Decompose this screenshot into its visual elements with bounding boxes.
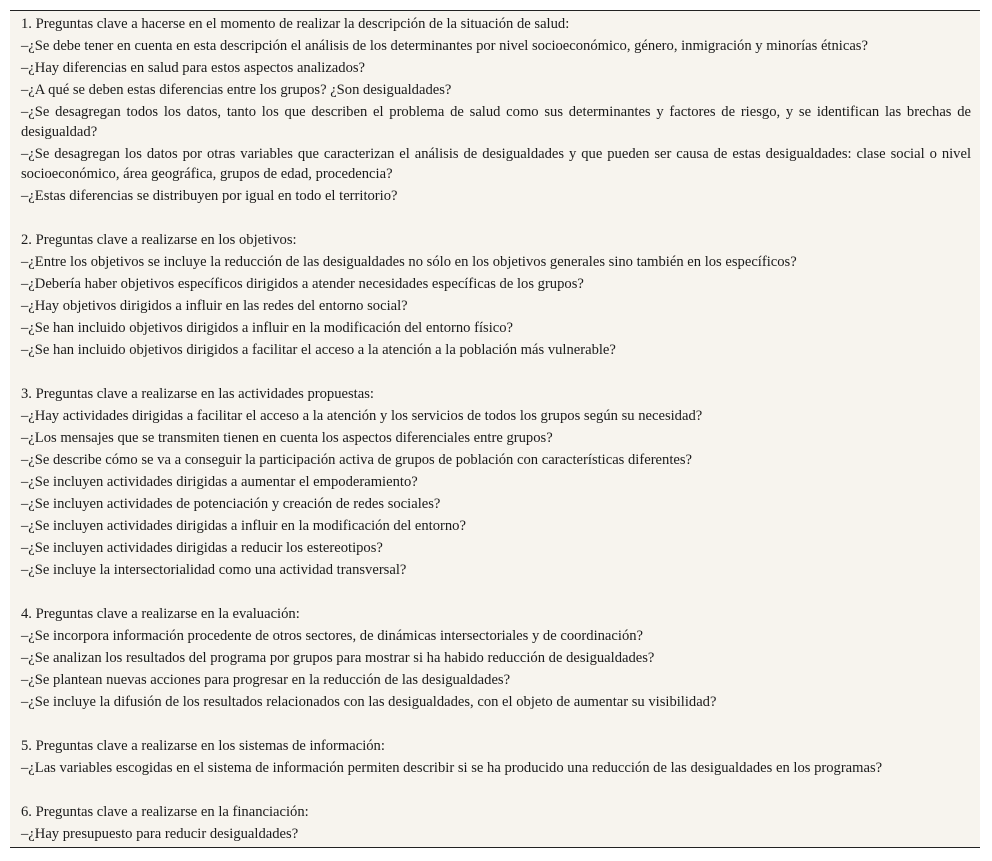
question-item: –¿Se han incluido objetivos dirigidos a influir en la modificación del entorno físico? [21, 320, 514, 336]
question-item: –¿Entre los objetivos se incluye la reducción de las desigualdades no sólo en los objetivos generales sino también en los específicos? [21, 254, 797, 270]
question-item: –¿Se incluyen actividades dirigidas a reducir los estereotipos? [21, 540, 383, 556]
section-objetivos [21, 229, 971, 361]
question-item: –¿Se incorpora información procedente de otros sectores, de dinámicas intersectoriales y de coordinación? [21, 628, 644, 644]
question-item: –¿Hay objetivos dirigidos a influir en las redes del entorno social? [21, 298, 408, 314]
question-item: –¿A qué se deben estas diferencias entre los grupos? ¿Son desigualdades? [21, 82, 452, 98]
question-item: –¿Hay actividades dirigidas a facilitar el acceso a la atención y los servicios de todos los grupos según su necesidad? [21, 408, 703, 424]
question-item: –¿Se desagregan todos los datos, tanto los que describen el problema de salud como sus determinantes y factores de riesgo, y se identifican las brechas de desigualdad? [21, 104, 971, 140]
question-item: –¿Los mensajes que se transmiten tienen en cuenta los aspectos diferenciales entre grupos? [21, 430, 553, 446]
section-heading: 3. Preguntas clave a realizarse en las actividades propuestas: [21, 386, 374, 402]
question-item: –¿Se analizan los resultados del programa por grupos para mostrar si ha habido reducción de desigualdades? [21, 650, 655, 666]
section-situacion-salud [21, 13, 971, 207]
question-item: –¿Hay presupuesto para reducir desigualdades? [21, 826, 299, 842]
questions-table [10, 10, 980, 848]
question-item: –¿Estas diferencias se distribuyen por igual en todo el territorio? [21, 188, 398, 204]
question-item: –¿Se describe cómo se va a conseguir la participación activa de grupos de población con características diferentes? [21, 452, 693, 468]
question-item: –¿Se incluye la intersectorialidad como una actividad transversal? [21, 562, 407, 578]
section-evaluacion [21, 603, 971, 713]
section-financiacion [21, 801, 971, 845]
question-item: –¿Se desagregan los datos por otras variables que caracterizan el análisis de desigualdades y que pueden ser causa de estas desigualdades: clase social o nivel socioeconómico, área geográfica, grupos de edad, procedencia? [21, 146, 971, 182]
question-item: –¿Se han incluido objetivos dirigidos a facilitar el acceso a la atención a la población más vulnerable? [21, 342, 616, 358]
question-item: –¿Las variables escogidas en el sistema de información permiten describir si se ha producido una reducción de las desigualdades en los programas? [21, 760, 883, 776]
question-item: –¿Se debe tener en cuenta en esta descripción el análisis de los determinantes por nivel socioeconómico, género, inmigración y minorías étnicas? [21, 38, 868, 54]
question-item: –¿Se plantean nuevas acciones para progresar en la reducción de las desigualdades? [21, 672, 511, 688]
question-item: –¿Se incluye la difusión de los resultados relacionados con las desigualdades, con el objeto de aumentar su visibilidad? [21, 694, 717, 710]
question-item: –¿Se incluyen actividades de potenciación y creación de redes sociales? [21, 496, 441, 512]
section-sistemas-informacion [21, 735, 971, 779]
question-item: –¿Hay diferencias en salud para estos aspectos analizados? [21, 60, 366, 76]
question-item: –¿Se incluyen actividades dirigidas a influir en la modificación del entorno? [21, 518, 466, 534]
section-heading: 4. Preguntas clave a realizarse en la evaluación: [21, 606, 300, 622]
section-heading: 5. Preguntas clave a realizarse en los sistemas de información: [21, 738, 385, 754]
section-heading: 2. Preguntas clave a realizarse en los objetivos: [21, 232, 297, 248]
question-item: –¿Se incluyen actividades dirigidas a aumentar el empoderamiento? [21, 474, 418, 490]
section-heading: 6. Preguntas clave a realizarse en la financiación: [21, 804, 309, 820]
question-item: –¿Debería haber objetivos específicos dirigidos a atender necesidades específicas de los grupos? [21, 276, 584, 292]
section-heading: 1. Preguntas clave a hacerse en el momento de realizar la descripción de la situación de salud: [21, 16, 570, 32]
section-actividades [21, 383, 971, 581]
